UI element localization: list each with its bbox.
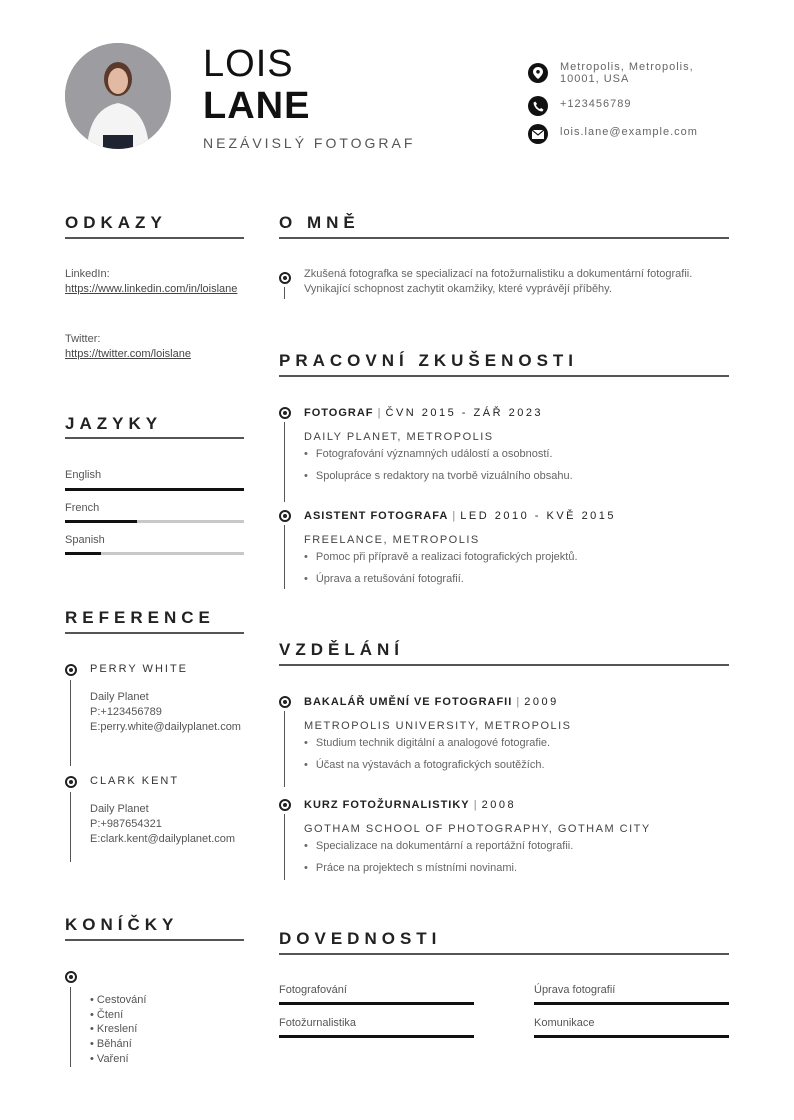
reference-phone: P:+987654321 — [90, 818, 162, 830]
language-bar-fill — [65, 488, 244, 491]
location-pin-icon — [528, 63, 548, 83]
job-heading: ASISTENT FOTOGRAFA | LED 2010 - KVĚ 2015 — [304, 510, 617, 522]
skill-bar-fill — [534, 1002, 729, 1005]
linkedin-link[interactable]: https://www.linkedin.com/in/loislane — [65, 283, 238, 295]
language-name: Spanish — [65, 534, 105, 546]
timeline-line — [70, 680, 71, 766]
skill-name: Fotožurnalistika — [279, 1017, 357, 1029]
reference-name: PERRY WHITE — [90, 663, 188, 675]
last-name: LANE — [203, 85, 311, 127]
timeline-line — [70, 987, 71, 1067]
skill-bar — [534, 1002, 729, 1005]
timeline-line — [284, 525, 285, 589]
skill-name: Fotografování — [279, 984, 347, 996]
job-title: NEZÁVISLÝ FOTOGRAF — [203, 135, 416, 151]
job-company: FREELANCE, METROPOLIS — [304, 534, 480, 546]
timeline-line — [284, 814, 285, 880]
job-company: DAILY PLANET, METROPOLIS — [304, 431, 494, 443]
about-text: Zkušená fotografka se specializací na fotožurnalistiku a dokumentární fotografii. Vynikající schopnost zachytit okamžiky, které vyprávějí příběhy. — [304, 268, 693, 295]
experience-heading: PRACOVNÍ ZKUŠENOSTI — [279, 351, 579, 370]
skill-bar — [279, 1002, 474, 1005]
timeline-line — [284, 711, 285, 787]
references-heading: REFERENCE — [65, 608, 215, 627]
timeline-dot — [65, 664, 77, 676]
timeline-dot — [279, 272, 291, 284]
about-heading: O MNĚ — [279, 213, 360, 232]
job-bullet: • Úprava a retušování fotografií. — [304, 573, 464, 585]
education-heading-item: BAKALÁŘ UMĚNÍ VE FOTOGRAFII | 2009 — [304, 696, 559, 708]
hobby-item: • Čtení — [90, 1009, 124, 1021]
job-bullet: • Pomoc při přípravě a realizaci fotografických projektů. — [304, 551, 578, 563]
education-bullet: • Studium technik digitální a analogové fotografie. — [304, 737, 550, 749]
profile-photo — [65, 43, 171, 149]
skill-bar-fill — [279, 1002, 474, 1005]
hobby-item: • Kreslení — [90, 1023, 138, 1035]
contact-phone: +123456789 — [560, 98, 632, 110]
skill-bar-fill — [534, 1035, 729, 1038]
reference-email: E:perry.white@dailyplanet.com — [90, 721, 241, 733]
timeline-line — [70, 792, 71, 862]
education-bullet: • Práce na projektech s místními novinami. — [304, 862, 517, 874]
references-rule — [65, 632, 244, 634]
hobby-item: • Cestování — [90, 994, 147, 1006]
education-school: METROPOLIS UNIVERSITY, METROPOLIS — [304, 720, 572, 732]
education-bullet: • Specializace na dokumentární a reportážní fotografii. — [304, 840, 573, 852]
timeline-dot — [279, 407, 291, 419]
envelope-icon — [528, 124, 548, 144]
timeline-line — [284, 287, 285, 299]
skill-name: Úprava fotografií — [534, 984, 616, 996]
timeline-line — [284, 422, 285, 502]
language-bar — [65, 520, 244, 523]
first-name: LOIS — [203, 43, 294, 85]
skills-rule — [279, 953, 729, 955]
language-bar-fill — [65, 520, 137, 523]
hobbies-rule — [65, 939, 244, 941]
language-name: French — [65, 502, 100, 514]
job-heading: FOTOGRAF | ČVN 2015 - ZÁŘ 2023 — [304, 407, 544, 419]
language-bar-fill — [65, 552, 101, 555]
timeline-dot — [279, 799, 291, 811]
education-school: GOTHAM SCHOOL OF PHOTOGRAPHY, GOTHAM CITY — [304, 823, 651, 835]
contact-email: lois.lane@example.com — [560, 126, 698, 138]
reference-phone: P:+123456789 — [90, 706, 162, 718]
hobby-item: • Běhání — [90, 1038, 132, 1050]
contact-address: Metropolis, Metropolis, 10001, USA — [560, 61, 694, 85]
language-bar — [65, 488, 244, 491]
skill-bar — [279, 1035, 474, 1038]
language-bar — [65, 552, 244, 555]
about-rule — [279, 237, 729, 239]
education-heading: VZDĚLÁNÍ — [279, 640, 404, 659]
links-heading: ODKAZY — [65, 213, 167, 232]
education-bullet: • Účast na výstavách a fotografických soutěžích. — [304, 759, 545, 771]
reference-name: CLARK KENT — [90, 775, 180, 787]
languages-heading: JAZYKY — [65, 414, 163, 433]
timeline-dot — [65, 776, 77, 788]
linkedin-label: LinkedIn: — [65, 268, 110, 280]
reference-company: Daily Planet — [90, 691, 149, 703]
hobby-item: • Vaření — [90, 1053, 129, 1065]
education-heading-item: KURZ FOTOŽURNALISTIKY | 2008 — [304, 799, 517, 811]
timeline-dot — [279, 696, 291, 708]
skill-name: Komunikace — [534, 1017, 595, 1029]
language-name: English — [65, 469, 102, 481]
skill-bar — [534, 1035, 729, 1038]
job-bullet: • Fotografování významných událostí a osobností. — [304, 448, 553, 460]
job-bullet: • Spolupráce s redaktory na tvorbě vizuálního obsahu. — [304, 470, 573, 482]
hobbies-heading: KONÍČKY — [65, 915, 179, 934]
languages-rule — [65, 437, 244, 439]
experience-rule — [279, 375, 729, 377]
education-rule — [279, 664, 729, 666]
twitter-label: Twitter: — [65, 333, 101, 345]
skills-heading: DOVEDNOSTI — [279, 929, 442, 948]
phone-icon — [528, 96, 548, 116]
skill-bar-fill — [279, 1035, 474, 1038]
reference-email: E:clark.kent@dailyplanet.com — [90, 833, 236, 845]
twitter-link[interactable]: https://twitter.com/loislane — [65, 348, 191, 360]
timeline-dot — [65, 971, 77, 983]
reference-company: Daily Planet — [90, 803, 149, 815]
links-rule — [65, 237, 244, 239]
timeline-dot — [279, 510, 291, 522]
